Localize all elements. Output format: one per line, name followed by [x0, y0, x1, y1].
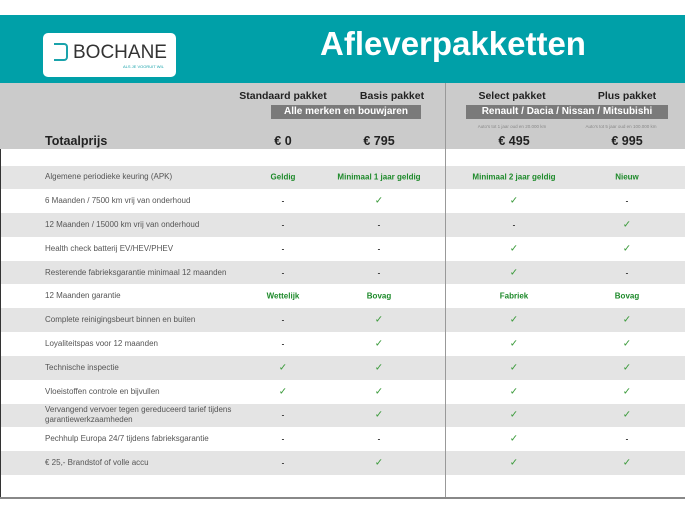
dash-cell: - — [377, 244, 381, 254]
row-label: Algemene periodieke keuring (APK) — [45, 172, 173, 182]
value-cell: Bovag — [366, 291, 392, 301]
dash-cell: - — [281, 268, 285, 278]
bochane-logo — [43, 33, 176, 77]
value-cell: Minimaal 1 jaar geldig — [337, 172, 421, 182]
package-price: € 495 — [498, 134, 530, 148]
row-label: Vloeistoffen controle en bijvullen — [45, 386, 160, 396]
dash-cell: - — [512, 220, 516, 230]
check-icon: ✓ — [278, 362, 288, 374]
logo-icon — [54, 43, 68, 61]
dash-cell: - — [377, 268, 381, 278]
total-label: Totaalprijs — [45, 134, 108, 148]
value-cell: Wettelijk — [266, 291, 300, 301]
dash-cell: - — [281, 220, 285, 230]
row-label: Resterende fabrieksgarantie minimaal 12 maanden — [45, 267, 227, 277]
check-icon: ✓ — [622, 243, 632, 255]
package-note: Auto's tot 1 jaar oud en 20.000 km — [477, 124, 547, 129]
value-cell: Fabriek — [499, 291, 529, 301]
column-divider — [445, 83, 446, 498]
dash-cell: - — [281, 196, 285, 206]
table-row — [1, 404, 685, 428]
check-icon: ✓ — [278, 386, 288, 398]
package-price: € 0 — [274, 134, 292, 148]
dash-cell: - — [377, 220, 381, 230]
check-icon: ✓ — [374, 314, 384, 326]
group-band-brands: Renault / Dacia / Nissan / Mitsubishi — [466, 105, 668, 119]
value-cell: Nieuw — [615, 172, 639, 182]
logo-tagline: ALS JE VOORUIT WIL — [123, 64, 164, 69]
row-label: 12 Maanden / 15000 km vrij van onderhoud — [45, 219, 200, 229]
row-label: Health check batterij EV/HEV/PHEV — [45, 243, 174, 253]
check-icon: ✓ — [509, 409, 519, 421]
table-row — [1, 332, 685, 356]
check-icon: ✓ — [622, 338, 632, 350]
check-icon: ✓ — [374, 195, 384, 207]
check-icon: ✓ — [622, 457, 632, 469]
package-price: € 795 — [363, 134, 395, 148]
table-border — [0, 497, 685, 499]
dash-cell: - — [625, 268, 629, 278]
dash-cell: - — [281, 410, 285, 420]
check-icon: ✓ — [374, 386, 384, 398]
table-row — [1, 285, 685, 309]
table-row — [1, 189, 685, 213]
dash-cell: - — [377, 434, 381, 444]
row-label: Technische inspectie — [45, 362, 119, 372]
dash-cell: - — [281, 339, 285, 349]
package-note: Auto's tot 5 jaar oud en 100.000 km — [585, 124, 657, 129]
header-banner — [0, 15, 685, 83]
check-icon: ✓ — [509, 433, 519, 445]
group-band-all-brands: Alle merken en bouwjaren — [271, 105, 421, 119]
value-cell: Geldig — [270, 172, 296, 182]
table-row — [1, 213, 685, 237]
check-icon: ✓ — [374, 409, 384, 421]
table-border — [0, 149, 1, 498]
check-icon: ✓ — [509, 362, 519, 374]
value-cell: Bovag — [614, 291, 640, 301]
dash-cell: - — [281, 315, 285, 325]
check-icon: ✓ — [509, 338, 519, 350]
table-row — [1, 237, 685, 261]
check-icon: ✓ — [509, 386, 519, 398]
package-name: Select pakket — [478, 90, 546, 102]
table-row — [1, 261, 685, 285]
row-label: Loyaliteitspas voor 12 maanden — [45, 338, 158, 348]
check-icon: ✓ — [509, 195, 519, 207]
check-icon: ✓ — [509, 267, 519, 279]
check-icon: ✓ — [622, 362, 632, 374]
row-label: Pechhulp Europa 24/7 tijdens fabrieksgarantie — [45, 434, 209, 444]
row-label: Vervangend vervoer tegen gereduceerd tarief tijdens garantiewerkzaamheden — [45, 405, 232, 425]
check-icon: ✓ — [622, 314, 632, 326]
logo-text: BOCHANE — [73, 42, 167, 63]
check-icon: ✓ — [374, 362, 384, 374]
row-label: 6 Maanden / 7500 km vrij van onderhoud — [45, 196, 191, 206]
table-row — [1, 451, 685, 475]
check-icon: ✓ — [622, 386, 632, 398]
page-title: Afleverpakketten — [320, 25, 586, 62]
check-icon: ✓ — [509, 457, 519, 469]
table-row — [1, 380, 685, 404]
check-icon: ✓ — [622, 409, 632, 421]
table-row — [1, 356, 685, 380]
value-cell: Minimaal 2 jaar geldig — [472, 172, 556, 182]
table-row — [1, 308, 685, 332]
dash-cell: - — [281, 244, 285, 254]
dash-cell: - — [625, 196, 629, 206]
table-row — [1, 166, 685, 190]
row-label: 12 Maanden garantie — [45, 291, 121, 301]
row-label: Complete reinigingsbeurt binnen en buiten — [45, 315, 196, 325]
check-icon: ✓ — [374, 338, 384, 350]
check-icon: ✓ — [509, 314, 519, 326]
row-label: € 25,- Brandstof of volle accu — [45, 457, 149, 467]
package-name: Plus pakket — [597, 90, 657, 102]
dash-cell: - — [281, 434, 285, 444]
package-price: € 995 — [611, 134, 643, 148]
table-row — [1, 427, 685, 451]
dash-cell: - — [281, 458, 285, 468]
dash-cell: - — [625, 434, 629, 444]
package-name: Standaard pakket — [239, 90, 327, 102]
check-icon: ✓ — [509, 243, 519, 255]
check-icon: ✓ — [622, 219, 632, 231]
package-name: Basis pakket — [359, 90, 425, 102]
check-icon: ✓ — [374, 457, 384, 469]
